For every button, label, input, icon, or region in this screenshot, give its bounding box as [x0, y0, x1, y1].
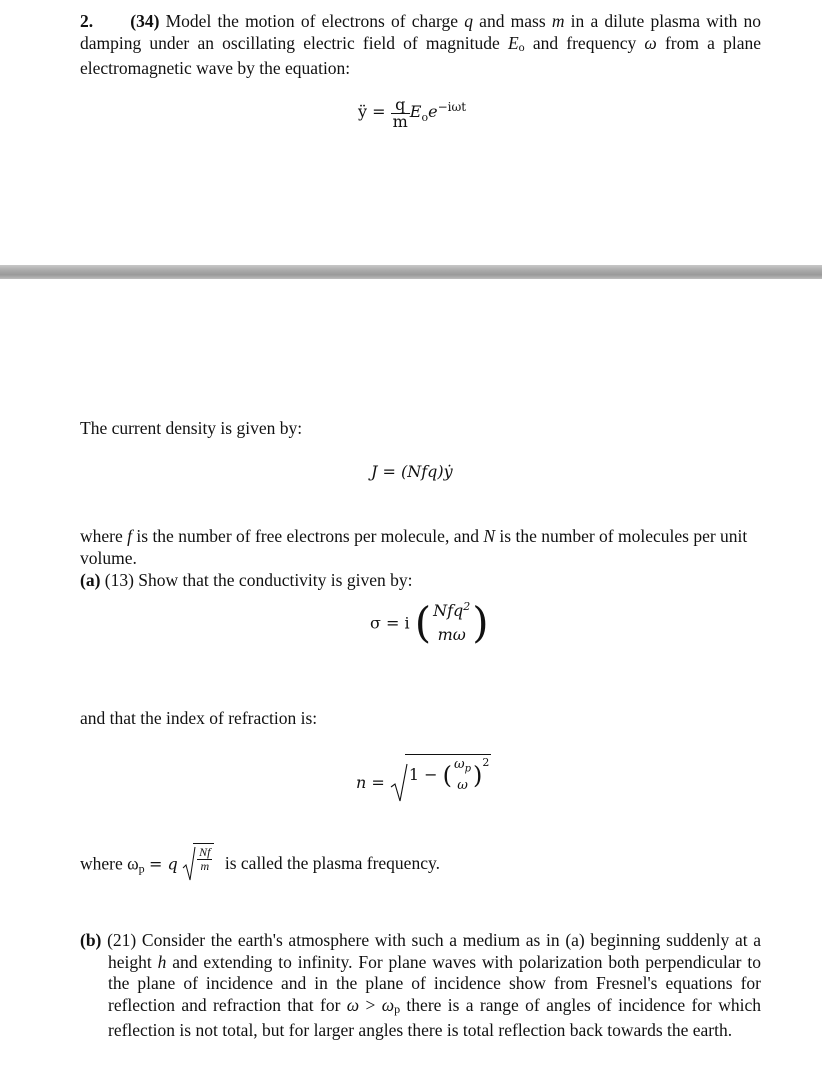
charge-mass-fraction: $\frac{q}{m}$ — [392, 95, 408, 131]
refraction-index-equation: n = 1 − ( $\omega_p$ ω )$^2$ — [356, 762, 491, 803]
part-b: (b) (21) Consider the earth's atmosphere with such a medium as in (a) beginning suddenly at a height h and extending to infinity. For plane waves with polarization both perpendicular to the plane of incidence and in the plane of incidence show from Fresnel's equations for reflection and refraction that for ω > ωp there is a range of angles of incidence for which reflection is not total, but for larger angles there is total reflection back towards the earth. — [80, 930, 762, 1040]
problem-points: (34) — [130, 11, 160, 31]
part-a-heading: (a) (13) Show that the conductivity is given by: — [80, 570, 413, 590]
problem-number: 2. — [80, 11, 94, 31]
refraction-radical: 1 − ( $\omega_p$ ω )$^2$ — [390, 762, 492, 803]
current-density-lead: The current density is given by: — [80, 418, 303, 438]
equation-of-motion: ÿ = $\frac{q}{m}$ $E_oe^{-i\omega t}$ — [358, 95, 467, 131]
plasma-radical: $\frac{Nf}{m}$ — [182, 846, 214, 882]
current-density-where: where f is the number of free electrons per molecule, and N is the number of molecules per unit volume. — [80, 526, 748, 568]
index-lead: and that the index of refraction is: — [80, 708, 318, 728]
page-divider — [0, 265, 822, 279]
conductivity-equation: σ = i ( Nfq$^2$ mω ) — [370, 598, 489, 647]
current-density-equation: J = (Nfq)ẏ — [371, 462, 453, 481]
plasma-frequency-definition: where $\omega_p = q$ $\frac{Nf}{m}$ is called the plasma frequency. — [80, 846, 440, 882]
problem-intro: 2. (34) Model the motion of electrons of charge q and mass m in a dilute plasma with no damping under an oscillating electric field of magnitude Eo and frequency ω from a plane electromagnetic wave by the equation: — [80, 11, 762, 78]
conductivity-fraction: Nfq$^2$ mω — [433, 600, 471, 644]
